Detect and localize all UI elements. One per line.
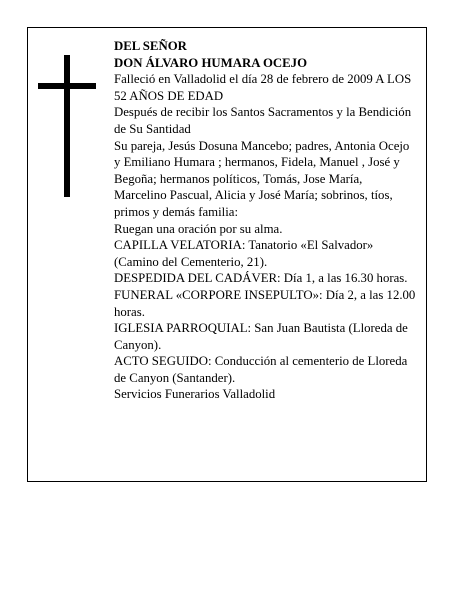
family-list: Su pareja, Jesús Dosuna Mancebo; padres, Antonia Ocejo y Emiliano Humara ; hermanos, Fidela, Manuel , José y Begoña; hermanos políticos, Tomás, Jose María, Marcelino Pascual, Alicia y José María; sobrinos, tíos, primos y demás familia: [114,138,410,219]
cross-horizontal-bar [38,83,96,89]
notice-title: DEL SEÑOR [114,39,187,53]
deceased-name: DON ÁLVARO HUMARA OCEJO [114,55,308,70]
church-info: IGLESIA PARROQUIAL: San Juan Bautista (Lloreda de Canyon). [114,321,408,352]
notice-text [114,38,418,403]
farewell-info: DESPEDIDA DEL CADÁVER: Día 1, a las 16.30 horas. [114,271,408,286]
funeral-services-name: Servicios Funerarios Valladolid [114,387,276,402]
prayer-request: Ruegan una oración por su alma. [114,221,283,236]
sacraments-line: Después de recibir los Santos Sacramentos y la Bendición de Su Santidad [114,105,412,136]
death-announcement: Falleció en Valladolid el día 28 de febrero de 2009 A LOS 52 AÑOS DE EDAD [114,72,412,103]
burial-info: ACTO SEGUIDO: Conducción al cementerio de Lloreda de Canyon (Santander). [114,354,408,385]
cross-vertical-bar [64,55,70,197]
funeral-info: FUNERAL «CORPORE INSEPULTO»: Día 2, a las 12.00 horas. [114,287,416,319]
chapel-info: CAPILLA VELATORIA: Tanatorio «El Salvador» (Camino del Cementerio, 21). [114,238,374,269]
